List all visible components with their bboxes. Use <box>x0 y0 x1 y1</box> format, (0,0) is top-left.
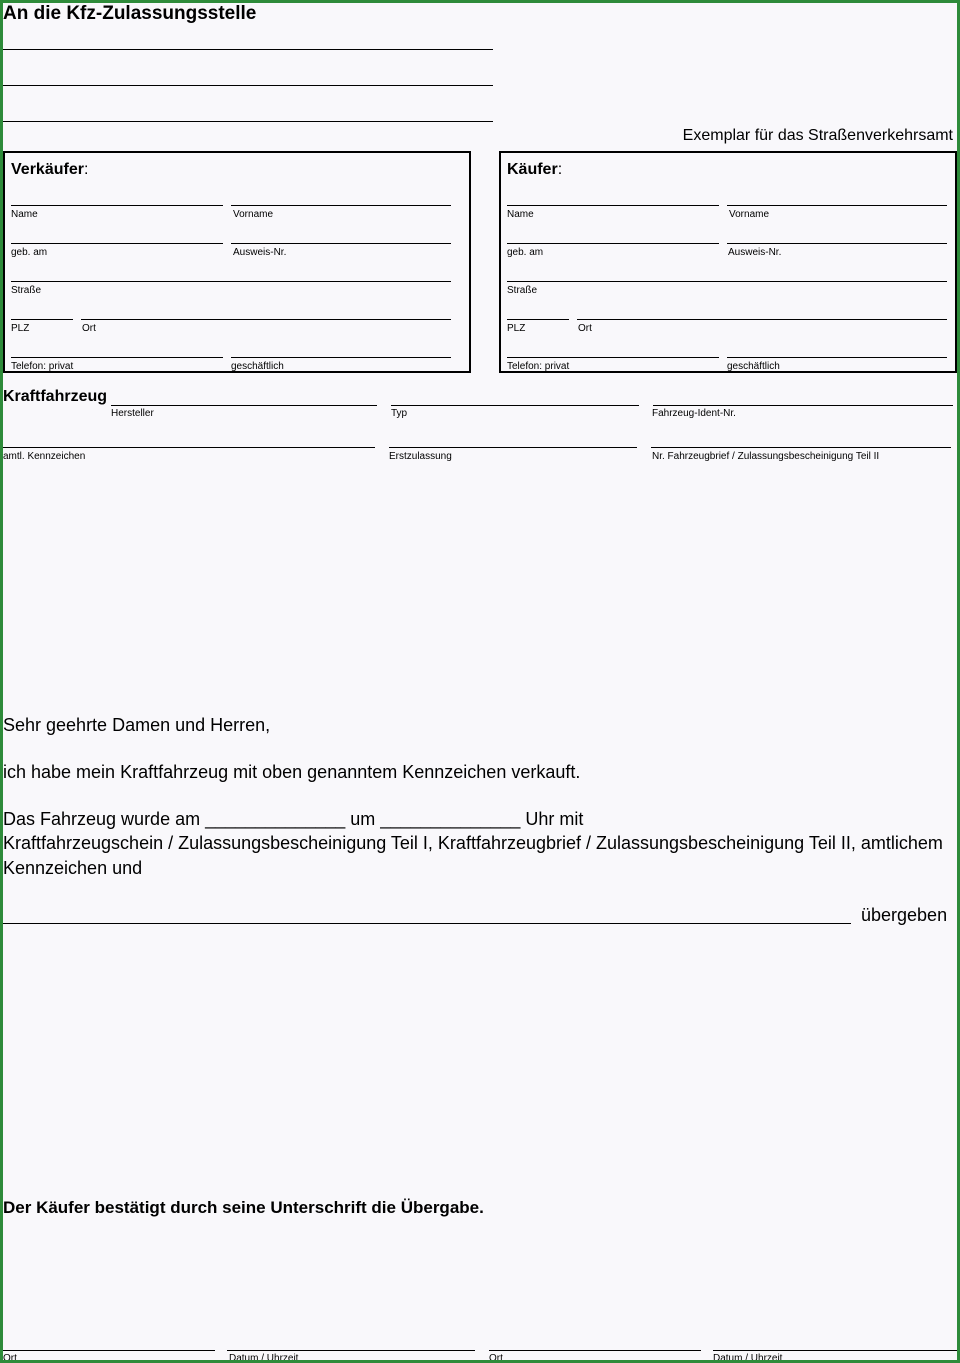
vehicle-typ-label: Typ <box>391 408 408 419</box>
vehicle-ident-field[interactable] <box>653 405 953 406</box>
seller-vorname-label: Vorname <box>233 209 274 220</box>
vehicle-brief-label: Nr. Fahrzeugbrief / Zulassungsbescheinigung Teil II <box>652 451 880 462</box>
address-line-3[interactable] <box>3 121 493 122</box>
buyer-name-field[interactable] <box>507 205 719 206</box>
seller-telefon-field[interactable] <box>11 357 223 358</box>
vehicle-hersteller-label: Hersteller <box>111 408 154 419</box>
seller-plz-label: PLZ <box>11 323 30 334</box>
letter-line-2: Das Fahrzeug wurde am ______________ um ______________ Uhr mit <box>3 809 584 829</box>
seller-geb-field[interactable] <box>11 243 223 244</box>
seller-ausweis-field[interactable] <box>231 243 451 244</box>
datum-label-1: Datum / Uhrzeit <box>229 1353 299 1363</box>
seller-name-field[interactable] <box>11 205 223 206</box>
buyer-geschaeftlich-label: geschäftlich <box>727 361 780 372</box>
seller-geb-label: geb. am <box>11 247 48 258</box>
letter-greeting: Sehr geehrte Damen und Herren, <box>3 715 271 735</box>
vehicle-ident-label: Fahrzeug-Ident-Nr. <box>652 408 736 419</box>
datum-field-2[interactable] <box>713 1350 957 1351</box>
vehicle-erstzulassung-field[interactable] <box>389 447 637 448</box>
buyer-ort-label: Ort <box>578 323 592 334</box>
buyer-telefon-label: Telefon: privat <box>507 361 570 372</box>
buyer-strasse-label: Straße <box>507 285 538 296</box>
buyer-plz-label: PLZ <box>507 323 526 334</box>
buyer-vorname-label: Vorname <box>729 209 770 220</box>
seller-box <box>3 151 471 373</box>
buyer-box <box>499 151 957 373</box>
letter-line-4: Kennzeichen und <box>3 858 143 878</box>
confirmation-text: Der Käufer bestätigt durch seine Unterschrift die Übergabe. <box>3 1198 484 1217</box>
vehicle-erstzulassung-label: Erstzulassung <box>389 451 452 462</box>
seller-name-label: Name <box>11 209 38 220</box>
vehicle-hersteller-field[interactable] <box>111 405 377 406</box>
letter-line-3: Kraftfahrzeugschein / Zulassungsbescheinigung Teil I, Kraftfahrzeugbrief / Zulassungsbescheinigung Teil II, amtlichem <box>3 833 943 853</box>
buyer-vorname-field[interactable] <box>727 205 947 206</box>
ort-field-1[interactable] <box>3 1350 215 1351</box>
buyer-name-label: Name <box>507 209 534 220</box>
seller-heading: Verkäufer: <box>11 161 89 178</box>
address-line-1[interactable] <box>3 49 493 50</box>
seller-ort-field[interactable] <box>81 319 451 320</box>
buyer-ort-field[interactable] <box>577 319 947 320</box>
buyer-geb-label: geb. am <box>507 247 544 258</box>
buyer-heading: Käufer: <box>507 161 563 178</box>
datum-label-2: Datum / Uhrzeit <box>713 1353 783 1363</box>
seller-strasse-label: Straße <box>11 285 42 296</box>
buyer-geschaeftlich-field[interactable] <box>727 357 947 358</box>
ort-field-2[interactable] <box>489 1350 701 1351</box>
seller-geschaeftlich-label: geschäftlich <box>231 361 284 372</box>
seller-geschaeftlich-field[interactable] <box>231 357 451 358</box>
ort-label-2: Ort <box>489 1353 503 1363</box>
ort-label-1: Ort <box>3 1353 17 1363</box>
page-title: An die Kfz-Zulassungsstelle <box>3 3 257 24</box>
exemplar-label: Exemplar für das Straßenverkehrsamt <box>682 127 953 144</box>
buyer-geb-field[interactable] <box>507 243 719 244</box>
buyer-ausweis-field[interactable] <box>727 243 947 244</box>
vehicle-typ-field[interactable] <box>391 405 639 406</box>
seller-telefon-label: Telefon: privat <box>11 361 74 372</box>
vehicle-brief-field[interactable] <box>651 447 951 448</box>
letter-line-1: ich habe mein Kraftfahrzeug mit oben genanntem Kennzeichen verkauft. <box>3 762 581 782</box>
datum-field-1[interactable] <box>227 1350 475 1351</box>
seller-ort-label: Ort <box>82 323 96 334</box>
uebergeben-label: übergeben <box>861 905 948 925</box>
vehicle-heading: Kraftfahrzeug <box>3 388 108 405</box>
buyer-ausweis-label: Ausweis-Nr. <box>728 247 782 258</box>
seller-ausweis-label: Ausweis-Nr. <box>233 247 287 258</box>
vehicle-kennzeichen-field[interactable] <box>3 447 375 448</box>
seller-strasse-field[interactable] <box>11 281 451 282</box>
seller-vorname-field[interactable] <box>231 205 451 206</box>
vehicle-kennzeichen-label: amtl. Kennzeichen <box>3 451 86 462</box>
buyer-strasse-field[interactable] <box>507 281 947 282</box>
seller-plz-field[interactable] <box>11 319 73 320</box>
buyer-telefon-field[interactable] <box>507 357 719 358</box>
buyer-plz-field[interactable] <box>507 319 569 320</box>
address-line-2[interactable] <box>3 85 493 86</box>
items-field[interactable] <box>3 923 851 924</box>
